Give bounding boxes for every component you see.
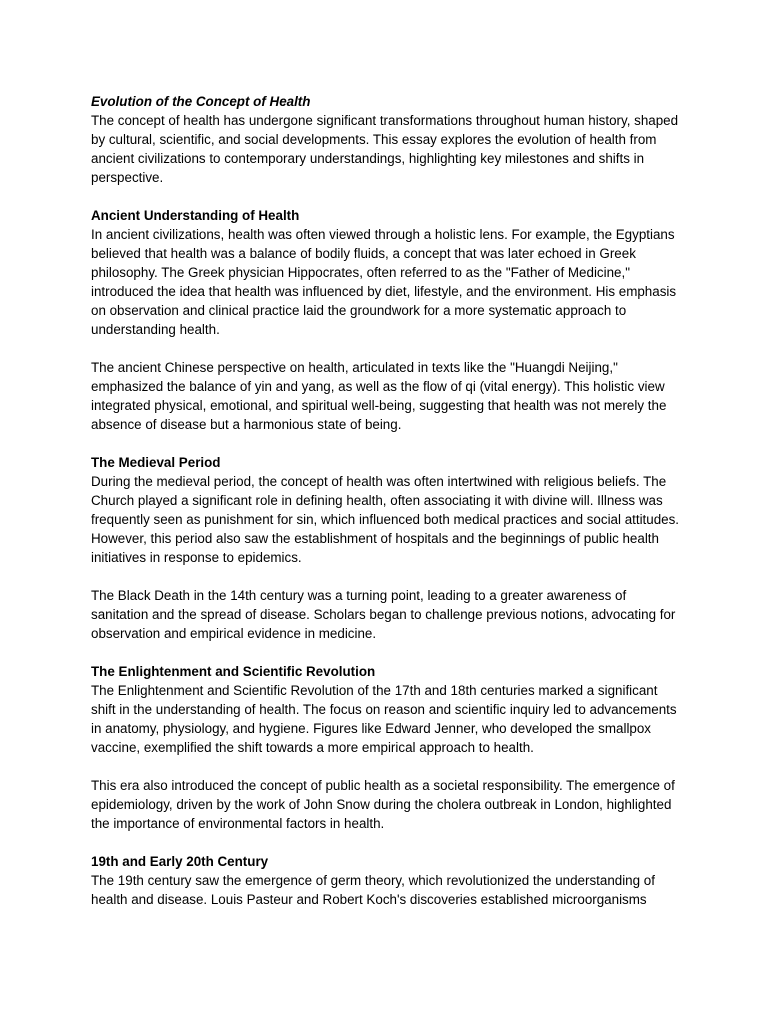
section-heading: The Enlightenment and Scientific Revolution: [91, 664, 376, 679]
spacer: [91, 567, 681, 586]
section-paragraph: The 19th century saw the emergence of germ theory, which revolutionized the understanding of health and disease. Louis Pasteur and Robert Koch's discoveries established microorganisms: [91, 873, 655, 907]
section-paragraph: The ancient Chinese perspective on health, articulated in texts like the "Huangdi Neijing," emphasized the balance of yin and yang, as well as the flow of qi (vital energy). This holistic view integrated physical, emotional, and spiritual well-being, suggesting that health was not merely the absence of disease but a harmonious state of being.: [91, 360, 667, 432]
section-heading: Ancient Understanding of Health: [91, 208, 300, 223]
section-paragraph: In ancient civilizations, health was often viewed through a holistic lens. For example, the Egyptians believed that health was a balance of bodily fluids, a concept that was later echoed in Greek philosophy. The Greek physician Hippocrates, often referred to as the "Father of Medicine," introduced the idea that health was influenced by diet, lifestyle, and the environment. His emphasis on observation and clinical practice laid the groundwork for a more systematic approach to understanding health.: [91, 227, 677, 337]
intro-paragraph: The concept of health has undergone significant transformations throughout human history, shaped by cultural, scientific, and social developments. This essay explores the evolution of health from ancient civilizations to contemporary understandings, highlighting key milestones and shifts in perspective.: [91, 113, 679, 185]
section-ancient: [91, 206, 681, 434]
document-page: [91, 92, 681, 928]
section-paragraph: The Enlightenment and Scientific Revolution of the 17th and 18th centuries marked a significant shift in the understanding of health. The focus on reason and scientific inquiry led to advancements in anatomy, physiology, and hygiene. Figures like Edward Jenner, who developed the smallpox vaccine, exemplified the shift towards a more empirical approach to health.: [91, 683, 677, 755]
section-heading: The Medieval Period: [91, 455, 221, 470]
section-medieval: [91, 453, 681, 643]
spacer: [91, 187, 681, 206]
section-paragraph: This era also introduced the concept of public health as a societal responsibility. The emergence of epidemiology, driven by the work of John Snow during the cholera outbreak in London, highlighted the importance of environmental factors in health.: [91, 778, 675, 831]
section-paragraph: The Black Death in the 14th century was a turning point, leading to a greater awareness of sanitation and the spread of disease. Scholars began to challenge previous notions, advocating for observation and empirical evidence in medicine.: [91, 588, 676, 641]
document-title: Evolution of the Concept of Health: [91, 94, 311, 109]
spacer: [91, 339, 681, 358]
section-paragraph: During the medieval period, the concept of health was often intertwined with religious beliefs. The Church played a significant role in defining health, often associating it with divine will. Illness was frequently seen as punishment for sin, which influenced both medical practices and social attitudes. However, this period also saw the establishment of hospitals and the beginnings of public health initiatives in response to epidemics.: [91, 474, 680, 565]
spacer: [91, 757, 681, 776]
section-19th-century: [91, 852, 681, 909]
section-enlightenment: [91, 662, 681, 833]
section-heading: 19th and Early 20th Century: [91, 854, 269, 869]
